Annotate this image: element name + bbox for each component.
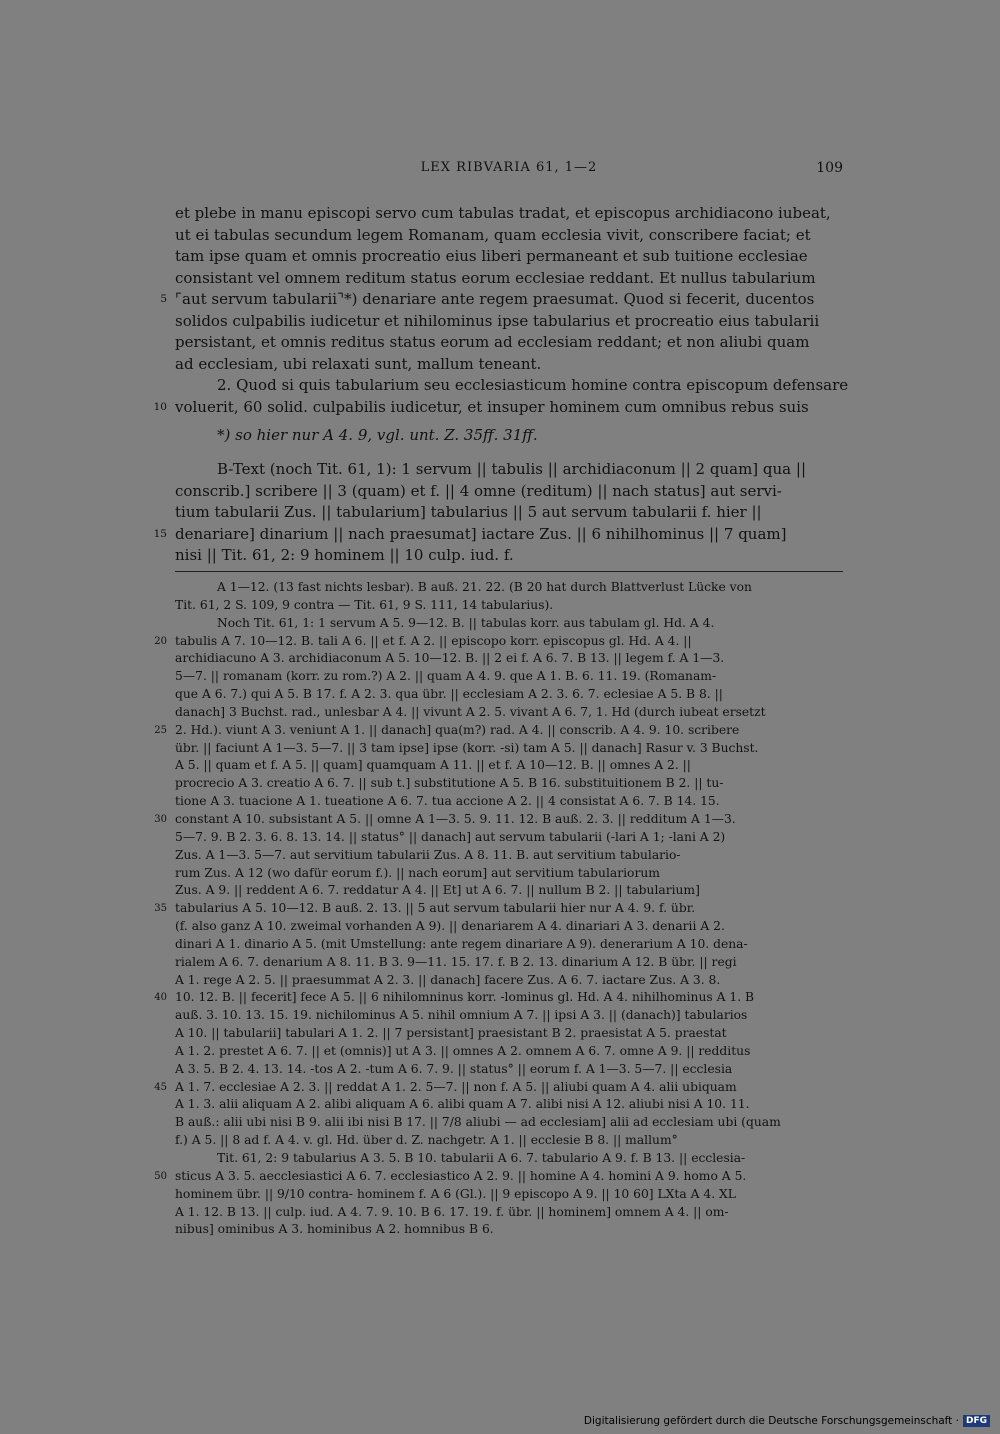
line-number: 25 (154, 724, 167, 736)
line-text: übr. || faciunt A 1—3. 5—7. || 3 tam ipse] ipse (korr. -si) tam A 5. || danach] Rasur v. 3 Buchst. (175, 740, 759, 755)
apparatus-line (175, 829, 843, 847)
line-text: hominem übr. || 9/10 contra- hominem f. A 6 (Gl.). || 9 episcopo A 9. || 10 60] LXta A 4. XL (175, 1186, 736, 1201)
line-text: constant A 10. subsistant A 5. || omne A 1—3. 5. 9. 11. 12. B auß. 2. 3. || redditum A 1—3. (175, 811, 736, 826)
text-line (175, 225, 843, 247)
apparatus-line (175, 579, 843, 597)
b-text-line (153, 524, 843, 546)
text-line (175, 311, 843, 333)
line-text: A 1. 3. alii aliquam A 2. alibi aliquam A 6. alibi quam A 7. alibi nisi A 12. aliubi nisi A 10. 11. (175, 1097, 750, 1112)
main-text-lines (153, 203, 849, 418)
apparatus-line (175, 757, 843, 775)
apparatus-line (175, 865, 843, 883)
text-line (175, 268, 843, 290)
line-text: auß. 3. 10. 13. 15. 19. nichilominus A 5. nihil omnium A 7. || ipsi A 3. || (danach)] tabularios (175, 1008, 748, 1023)
apparatus-line (175, 847, 843, 865)
apparatus-line (175, 793, 843, 811)
line-text: A 5. || quam et f. A 5. || quam] quamquam A 11. || et f. A 10—12. B. || omnes A 2. || (175, 758, 691, 773)
apparatus-line (175, 615, 843, 633)
apparatus-line (175, 1221, 843, 1239)
apparatus-line (154, 722, 843, 740)
text-line (175, 375, 849, 397)
dfg-footer (584, 1412, 990, 1430)
line-number: 40 (154, 992, 167, 1004)
text-line (175, 246, 843, 268)
line-text: tione A 3. tuacione A 1. tueatione A 6. 7. tua accione A 2. || 4 consistat A 6. 7. B 14. 15. (175, 794, 720, 809)
apparatus-line (154, 633, 843, 651)
line-number: 30 (154, 813, 167, 825)
apparatus-line (175, 1132, 843, 1150)
line-text: consistant vel omnem reditum status eorum ecclesiae reddant. Et nullus tabularium (175, 268, 816, 287)
line-text: Zus. A 1—3. 5—7. aut servitium tabularii Zus. A 8. 11. B. aut servitium tabulario- (175, 847, 681, 862)
apparatus-line (175, 882, 843, 900)
line-number: 10 (153, 400, 167, 413)
line-text: B-Text (noch Tit. 61, 1): 1 servum || tabulis || archidiaconum || 2 quam] qua || (217, 460, 806, 478)
line-text: que A 6. 7.) qui A 5. B 17. f. A 2. 3. qua übr. || ecclesiam A 2. 3. 6. 7. eclesiae A 5. B 8. || (175, 687, 723, 702)
line-text: et plebe in manu episcopi servo cum tabulas tradat, et episcopus archidiacono iubeat, (175, 204, 831, 222)
b-text-line (175, 459, 843, 481)
line-text: nibus] ominibus A 3. hominibus A 2. homnibus B 6. (175, 1222, 494, 1237)
apparatus-line (175, 650, 843, 668)
line-text: rum Zus. A 12 (wo dafür eorum f.). || nach eorum] aut servitium tabulariorum (175, 865, 660, 880)
line-text: procrecio A 3. creatio A 6. 7. || sub t.] substitutione A 5. B 16. substituitionem B 2. || tu- (175, 776, 724, 791)
line-text: archidiacuno A 3. archidiaconum A 5. 10—12. B. || 2 ei f. A 6. 7. B 13. || legem f. A 1—3. (175, 651, 725, 666)
apparatus-line (154, 1168, 843, 1186)
line-text: 5—7. 9. B 2. 3. 6. 8. 13. 14. || status° || danach] aut servum tabularii (-lari A 1; -lani A 2) (175, 829, 726, 844)
line-text: 10. 12. B. || fecerit] fece A 5. || 6 nihilomninus korr. -lominus gl. Hd. A 4. nihilhominus A 1. B (175, 990, 755, 1005)
apparatus-line (175, 918, 843, 936)
apparatus-line (175, 972, 843, 990)
b-text-line (175, 481, 843, 503)
line-text: tabulis A 7. 10—12. B. tali A 6. || et f. A 2. || episcopo korr. episcopus gl. Hd. A 4. || (175, 633, 692, 648)
line-text: 2. Quod si quis tabularium seu ecclesiasticum homine contra episcopum defensare (217, 376, 849, 394)
footnote: *) so hier nur A 4. 9, vgl. unt. Z. 35ff. 31ff. (217, 426, 538, 444)
apparatus-line (175, 1150, 843, 1168)
line-text: Zus. A 9. || reddent A 6. 7. reddatur A 4. || Et] ut A 6. 7. || nullum B 2. || tabularium] (175, 883, 700, 898)
line-text: A 1. rege A 2. 5. || praesummat A 2. 3. || danach] facere Zus. A 6. 7. iactare Zus. A 3. 8. (175, 972, 721, 987)
line-text: dinari A 1. dinario A 5. (mit Umstellung: ante regem dinariare A 9). denerarium A 10. dena- (175, 936, 748, 951)
line-number: 15 (153, 527, 167, 540)
line-text: (f. also ganz A 10. zweimal vorhanden A 9). || denariarem A 4. dinariari A 3. denarii A 2. (175, 919, 725, 934)
line-text: A 1. 2. prestet A 6. 7. || et (omnis)] ut A 3. || omnes A 2. omnem A 6. 7. omne A 9. || redditus (175, 1043, 751, 1058)
dfg-logo: DFG (963, 1415, 990, 1427)
line-text: rialem A 6. 7. denarium A 8. 11. B 3. 9—11. 15. 17. f. B 2. 13. dinarium A 12. B übr. || regi (175, 954, 737, 969)
line-number: 50 (154, 1170, 167, 1182)
line-text: danach] 3 Buchst. rad., unlesbar A 4. || vivunt A 2. 5. vivant A 6. 7, 1. Hd (durch iubeat ersetzt (175, 704, 766, 719)
apparatus-line (175, 597, 843, 615)
line-text: Noch Tit. 61, 1: 1 servum A 5. 9—12. B. || tabulas korr. aus tabulam gl. Hd. A 4. (217, 615, 715, 630)
line-text: tabularius A 5. 10—12. B auß. 2. 13. || 5 aut servum tabularii hier nur A 4. 9. f. übr. (175, 901, 696, 916)
line-text: B auß.: alii ubi nisi B 9. alii ibi nisi B 17. || 7/8 aliubi — ad ecclesiam] alii ad ecclesiam ubi (quam (175, 1115, 781, 1130)
line-text: solidos culpabilis iudicetur et nihilominus ipse tabularius et procreatio eius tabularii (175, 311, 820, 330)
page-number: 109 (816, 160, 843, 176)
line-text: 2. Hd.). viunt A 3. veniunt A 1. || danach] qua(m?) rad. A 4. || conscrib. A 4. 9. 10. scribere (175, 722, 740, 737)
line-text: sticus A 3. 5. aecclesiastici A 6. 7. ecclesiastico A 2. 9. || homine A 4. homini A 9. homo A 5. (175, 1168, 747, 1183)
apparatus-line (175, 1043, 843, 1061)
line-number: 20 (154, 635, 167, 647)
line-number: 45 (154, 1081, 167, 1093)
line-text: ⌜aut servum tabularii⌝*) denariare ante regem praesumat. Quod si fecerit, ducentos (175, 290, 815, 308)
apparatus-line (175, 1007, 843, 1025)
apparatus-line (175, 668, 843, 686)
line-text: denariare] dinarium || nach praesumat] iactare Zus. || 6 nihilhominus || 7 quam] (175, 524, 787, 543)
apparatus-line (175, 704, 843, 722)
line-text: f.) A 5. || 8 ad f. A 4. v. gl. Hd. über d. Z. nachgetr. A 1. || ecclesie B 8. || mallum° (175, 1133, 678, 1148)
line-text: persistant, et omnis reditus status eorum ad ecclesiam reddant; et non aliubi quam (175, 333, 810, 351)
line-text: A 1—12. (13 fast nichts lesbar). B auß. 21. 22. (B 20 hat durch Blattverlust Lücke von (217, 580, 752, 594)
line-text: 5—7. || romanam (korr. zu rom.?) A 2. || quam A 4. 9. que A 1. B. 6. 11. 19. (Romanam- (175, 669, 717, 684)
line-number: 35 (154, 903, 167, 915)
apparatus-line (175, 1114, 843, 1132)
apparatus-line (175, 775, 843, 793)
line-text: conscrib.] scribere || 3 (quam) et f. || 4 omne (reditum) || nach status] aut servi- (175, 481, 782, 500)
b-text-line (175, 545, 843, 567)
b-text-line (175, 502, 843, 524)
line-text: tium tabularii Zus. || tabularium] tabularius || 5 aut servum tabularii f. hier || (175, 503, 762, 521)
line-text: A 1. 7. ecclesiae A 2. 3. || reddat A 1. 2. 5—7. || non f. A 5. || aliubi quam A 4. alii ubiquam (175, 1079, 737, 1094)
apparatus-line (175, 686, 843, 704)
text-line (175, 203, 843, 225)
apparatus-line (154, 811, 843, 829)
apparatus-line (175, 740, 843, 758)
apparatus-line (175, 1186, 843, 1204)
apparatus-divider (175, 571, 843, 572)
apparatus-line (154, 900, 843, 918)
text-line (175, 332, 843, 354)
apparatus-line (175, 1061, 843, 1079)
line-text: ad ecclesiam, ubi relaxati sunt, mallum teneant. (175, 354, 542, 373)
apparatus-line (175, 1025, 843, 1043)
text-line (175, 354, 843, 376)
b-text (153, 459, 843, 567)
apparatus-line (154, 1079, 843, 1097)
line-text: ut ei tabulas secundum legem Romanam, quam ecclesia vivit, conscribere faciat; et (175, 225, 811, 244)
apparatus-line (175, 936, 843, 954)
text-line (153, 397, 843, 419)
running-title: LEX RIBVARIA 61, 1—2 (420, 160, 598, 175)
apparatus-line (175, 1096, 843, 1114)
line-text: voluerit, 60 solid. culpabilis iudicetur, et insuper hominem cum omnibus rebus suis (175, 397, 809, 416)
line-text: nisi || Tit. 61, 2: 9 hominem || 10 culp. iud. f. (175, 546, 514, 564)
apparatus-line (175, 1204, 843, 1222)
line-text: A 10. || tabularii] tabulari A 1. 2. || 7 persistant] praesistant B 2. praesistat A 5. praestat (175, 1026, 727, 1041)
apparatus-line (154, 989, 843, 1007)
line-text: Tit. 61, 2 S. 109, 9 contra — Tit. 61, 9 S. 111, 14 tabularius). (175, 597, 554, 612)
footer-text: Digitalisierung gefördert durch die Deutsche Forschungsgemeinschaft · (583, 1415, 959, 1427)
critical-apparatus (154, 579, 843, 1239)
page-header (175, 160, 843, 180)
line-text: A 1. 12. B 13. || culp. iud. A 4. 7. 9. 10. B 6. 17. 19. f. übr. || hominem] omnem A 4. || om- (175, 1204, 729, 1219)
line-text: tam ipse quam et omnis procreatio eius liberi permaneant et sub tuitione ecclesiae (175, 247, 808, 265)
line-text: Tit. 61, 2: 9 tabularius A 3. 5. B 10. tabularii A 6. 7. tabulario A 9. f. B 13. || ecclesia- (217, 1151, 746, 1165)
main-text (153, 203, 849, 567)
apparatus-line (175, 954, 843, 972)
line-number: 5 (160, 293, 167, 305)
line-text: A 3. 5. B 2. 4. 13. 14. -tos A 2. -tum A 6. 7. 9. || status° || eorum f. A 1—3. 5—7. || ecclesia (175, 1061, 733, 1076)
text-line (160, 289, 843, 311)
